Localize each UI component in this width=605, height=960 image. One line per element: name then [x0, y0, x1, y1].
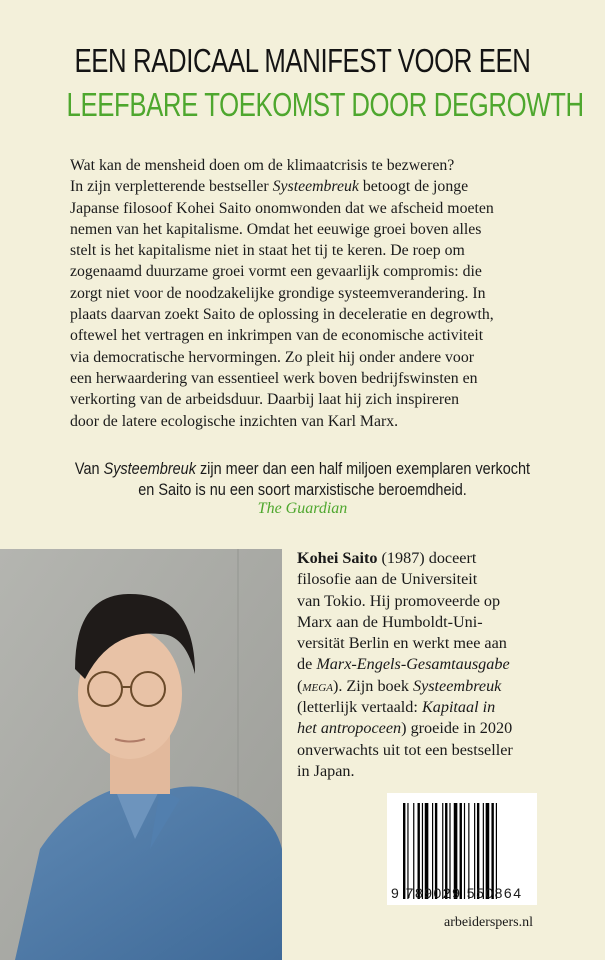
- quote-text: zijn meer dan een half miljoen exemplaren verkocht: [195, 459, 531, 478]
- blurb-line: plaats daarvan zoekt Saito de oplossing in deceleratie en degrowth,: [70, 306, 494, 324]
- quote-book-title: Systeembreuk: [103, 459, 196, 478]
- headline-line-1: EEN RADICAAL MANIFEST VOOR EEN: [74, 42, 531, 79]
- publisher-website[interactable]: arbeiderspers.nl: [444, 915, 534, 930]
- isbn-barcode: [387, 793, 537, 905]
- author-photo: [0, 549, 282, 960]
- headline-line-2: LEEFBARE TOEKOMST DOOR DEGROWTH: [66, 86, 584, 123]
- quote-text: en Saito is nu een soort marxistische beroemdheid.: [138, 480, 467, 499]
- blurb-line: zorgt niet voor de noodzakelijke grondige systeemverandering. In: [70, 284, 486, 302]
- author-bio: Kohei Saito (1987) doceert filosofie aan de Universiteit van Tokio. Hij promoveerde op Marx aan de Humboldt-Uni- versität Berlin en werkt mee aan de Marx-Engels-Gesamtausgabe (mega). Zijn boek Systeembreuk (letterlijk vertaald: Kapitaal in het antropoceen) groeide in 2020 onverwachts uit tot een bestseller in Japan.: [297, 549, 513, 780]
- blurb-line: Japanse filosoof Kohei Saito onomwonden dat we afscheid moeten: [70, 199, 494, 217]
- blurb-line: zogenaamd duurzame groei vormt een gevaarlijk compromis: die: [70, 263, 482, 281]
- blurb-line: verkorting van de arbeidsduur. Daarbij laat hij zich inspireren: [70, 391, 460, 409]
- blurb-line: In zijn verpletterende bestseller Systeembreuk betoogt de jonge: [70, 178, 469, 196]
- blurb-line: nemen van het kapitalisme. Omdat het eeuwige groei boven alles: [70, 220, 482, 238]
- blurb-text: [70, 155, 550, 432]
- press-quote: [45, 458, 559, 500]
- blurb-line: een herwaardering van essentieel werk boven bedrijfswinsten en: [70, 369, 478, 387]
- blurb-line: via democratische hervormingen. Zo pleit hij onder andere voor: [70, 348, 474, 366]
- blurb-line: door de latere ecologische inzichten van Karl Marx.: [70, 412, 399, 430]
- blurb-line: stelt is het kapitalisme niet in staat het tij te keren. De roep om: [70, 242, 465, 260]
- isbn-number: 9 789029 550864: [391, 885, 523, 901]
- quote-text: Van: [74, 459, 104, 478]
- blurb-line: oftewel het vertragen en inkrimpen van de economische activiteit: [70, 327, 484, 345]
- quote-source: The Guardian: [257, 500, 348, 517]
- blurb-line: Wat kan de mensheid doen om de klimaatcrisis te bezweren?: [70, 157, 455, 174]
- author-name: Kohei Saito: [297, 549, 378, 567]
